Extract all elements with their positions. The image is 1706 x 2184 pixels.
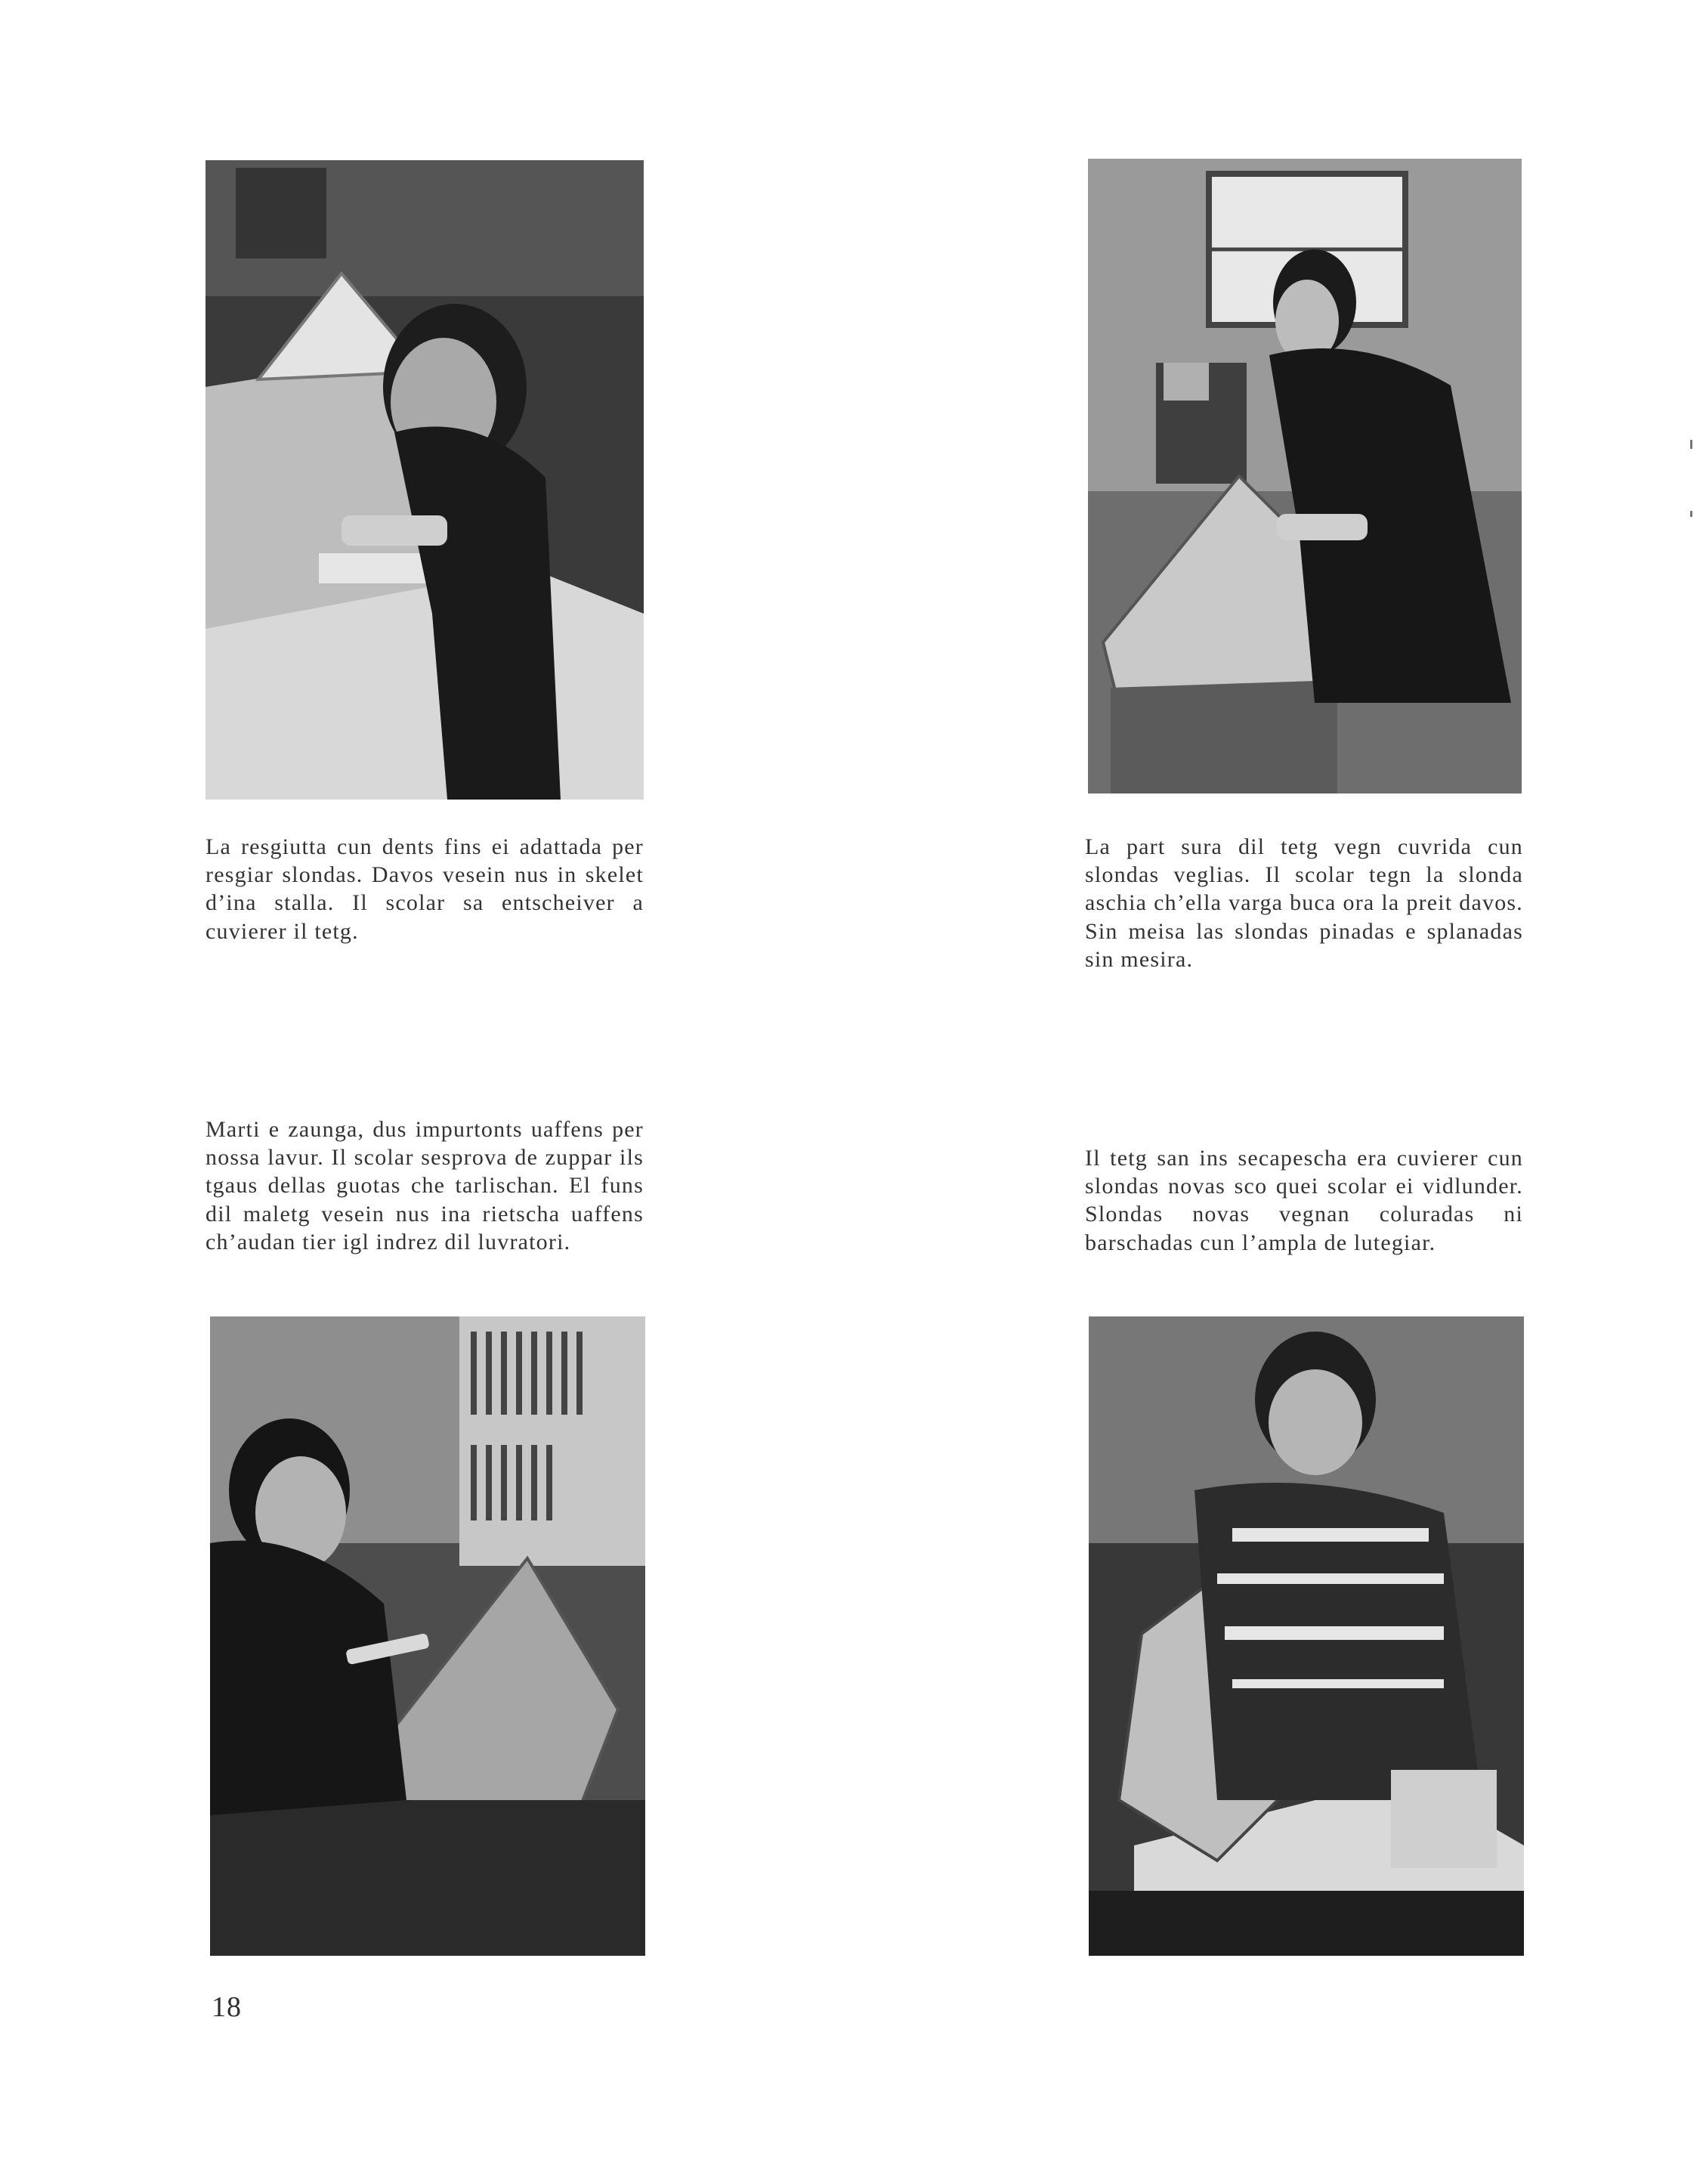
photo-new-shingles-roof — [1089, 1316, 1524, 1956]
page-number: 18 — [212, 1991, 242, 2023]
caption-new-shingles-roof: Il tetg san ins secapescha era cuvierer cun slondas novas sco quei scolar ei vidlunder. Slondas novas vegnan coluradas ni barschadas cun l’ampla de lutegiar. — [1085, 1146, 1523, 1255]
photo-sawing-shingles — [206, 160, 644, 800]
caption-sawing-shingles: La resgiutta cun dents fins ei adattada per resgiar slondas. Davos vesein nus in skelet d’ina stalla. Il scolar sa entscheiver a cuvierer il tetg. — [206, 834, 644, 944]
scan-speck — [1690, 440, 1692, 449]
photo-covering-roof-old-shingles — [1088, 159, 1522, 793]
caption-hammering-nails: Marti e zaunga, dus impurtonts uaffens per nossa lavur. Il scolar sesprova de zuppar ils tgaus dellas guotas che tarlischan. El funs dil maletg vesein nus ina rietscha uaffens ch’audan tier igl indrez dil luvratori. — [206, 1117, 644, 1254]
photo-hammering-nails — [210, 1316, 645, 1956]
caption-covering-roof-old-shingles: La part sura dil tetg vegn cuvrida cun slondas veglias. Il scolar tegn la slonda aschia ch’ella varga buca ora la preit davos. Sin meisa las slondas pinadas e splanadas sin mesira. — [1085, 834, 1523, 972]
scan-speck — [1690, 511, 1692, 517]
